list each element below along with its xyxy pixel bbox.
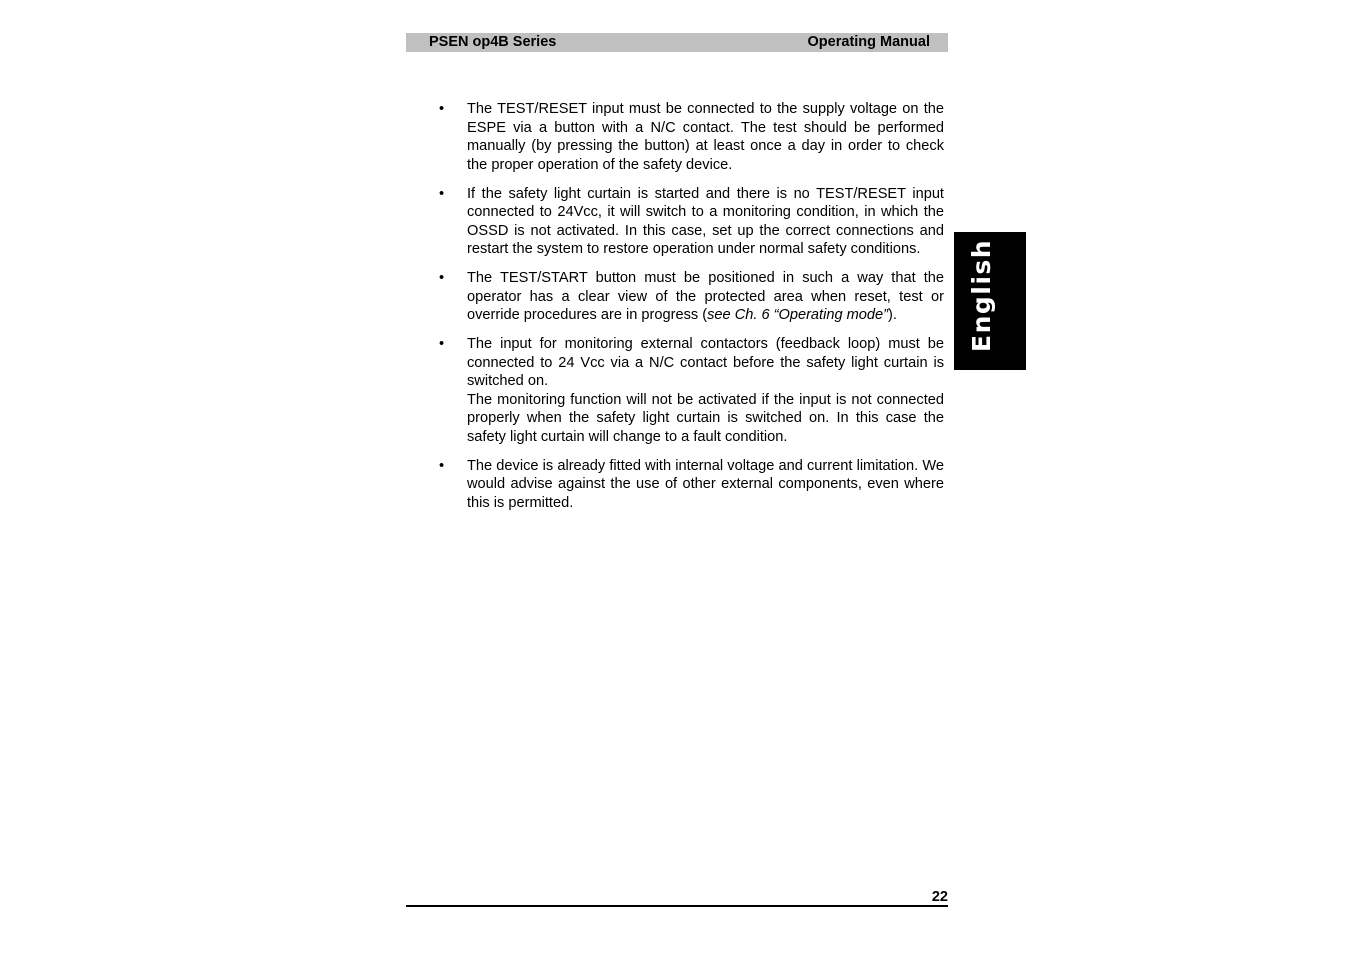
paragraph: If the safety light curtain is started and there is no TEST/RESET input connected to 24Vcc, it will switch to a monitoring condition, in which the OSSD is not activated. In this case, set up the correct connections and restart the system to restore operation under normal safety conditions.	[467, 185, 944, 257]
language-tab	[954, 232, 1026, 370]
list-item	[436, 269, 944, 325]
language-tab-label: English	[967, 238, 996, 352]
paragraph	[467, 269, 944, 325]
paragraph-text: The TEST/START button must be positioned in such a way that the operator has a clear view of the protected area when reset, test or override procedures are in progress (	[467, 270, 944, 323]
bullet-icon: •	[439, 270, 445, 286]
paragraph: The input for monitoring external contactors (feedback loop) must be connected to 24 Vcc via a N/C contact before the safety light curtain is switched on.	[467, 336, 944, 389]
bullet-list	[436, 100, 944, 523]
bullet-icon: •	[439, 457, 445, 474]
paragraph-text-end: ).	[888, 307, 897, 323]
bullet-icon: •	[439, 185, 445, 202]
paragraph: The monitoring function will not be activated if the input is not connected properly when the safety light curtain is switched on. In this case the safety light curtain will change to a fault condition.	[467, 391, 944, 445]
list-item	[436, 457, 944, 513]
paragraph: The device is already fitted with internal voltage and current limitation. We would advise against the use of other external components, even where this is permitted.	[467, 457, 944, 511]
list-item	[436, 185, 944, 259]
list-item	[436, 100, 944, 174]
footer-divider	[406, 905, 948, 907]
header-document-type: Operating Manual	[807, 34, 930, 50]
page-number: 22	[931, 889, 948, 905]
bullet-icon: •	[439, 101, 445, 117]
header-series-title: PSEN op4B Series	[429, 34, 557, 50]
page-header	[406, 33, 948, 52]
bullet-icon: •	[439, 336, 445, 352]
chapter-reference: see Ch. 6 “Operating mode”	[707, 307, 888, 323]
paragraph: The TEST/RESET input must be connected to the supply voltage on the ESPE via a button with a N/C contact. The test should be performed manually (by pressing the button) at least once a day in order to check the proper operation of the safety device.	[467, 101, 944, 173]
list-item	[436, 335, 944, 446]
